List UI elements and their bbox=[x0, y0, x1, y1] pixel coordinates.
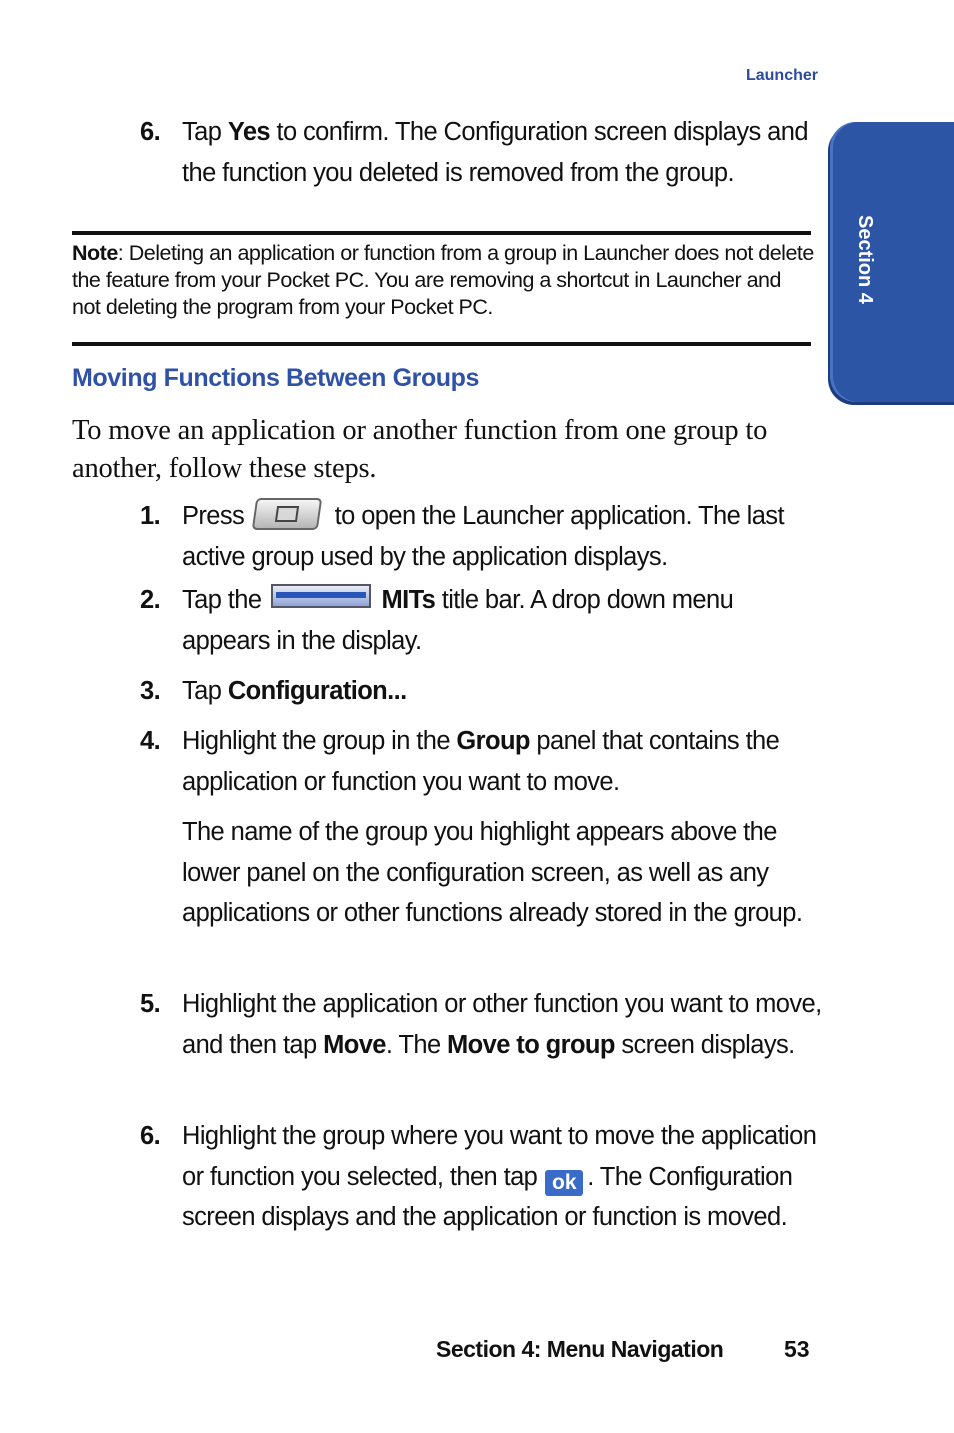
bold-term: Configuration... bbox=[227, 677, 407, 705]
note-block bbox=[72, 240, 814, 321]
step-text bbox=[182, 721, 822, 802]
title-bar-icon bbox=[271, 584, 371, 608]
step-4-explanation: The name of the group you highlight appears above the lower panel on the configuration screen, as well as any applications or other functions already stored in the group. bbox=[182, 818, 803, 927]
step-text bbox=[182, 1116, 822, 1238]
bold-term: Yes bbox=[227, 118, 270, 146]
text: Tap bbox=[182, 677, 228, 705]
text: screen displays. bbox=[614, 1030, 795, 1059]
section-tab-label: Section 4 bbox=[854, 215, 876, 304]
step-number: 2. bbox=[140, 586, 161, 614]
text: Highlight the group in the bbox=[182, 727, 457, 755]
text: . The bbox=[385, 1030, 448, 1059]
text: . The Configuration screen displays and the application or function is moved. bbox=[182, 1162, 793, 1231]
step-text bbox=[182, 496, 822, 577]
intro-paragraph: To move an application or another function from one group to another, follow these steps. bbox=[72, 415, 768, 484]
step-text bbox=[182, 984, 822, 1065]
section-heading: Moving Functions Between Groups bbox=[72, 364, 480, 392]
text: to confirm. The Configuration screen displays and the function you deleted is removed from the group. bbox=[182, 118, 808, 187]
text: panel that contains the application or function you want to move. bbox=[182, 727, 780, 796]
step-text bbox=[182, 580, 822, 661]
text: Highlight the group where you want to move the application or function you selected, then tap bbox=[182, 1122, 817, 1191]
step-number: 4. bbox=[140, 727, 161, 755]
text: to open the Launcher application. The last active group used by the application displays. bbox=[182, 502, 784, 571]
step-text bbox=[182, 671, 822, 712]
bold-term: Move bbox=[323, 1030, 386, 1059]
launcher-key-icon bbox=[252, 498, 322, 530]
bold-term: Group bbox=[456, 727, 530, 755]
ok-button-icon: ok bbox=[545, 1170, 583, 1196]
note-bottom-rule bbox=[72, 342, 811, 346]
step-text bbox=[182, 112, 822, 193]
text: title bar. A drop down menu appears in the display. bbox=[182, 586, 734, 655]
note-label: Note bbox=[72, 241, 118, 265]
step-number: 3. bbox=[140, 677, 161, 705]
text: Highlight the application or other function you want to move, and then tap bbox=[182, 990, 822, 1059]
bold-term: Move to group bbox=[447, 1030, 615, 1059]
bold-term: MITs bbox=[381, 586, 436, 614]
text: Tap the bbox=[182, 586, 262, 614]
page-number: 53 bbox=[784, 1336, 810, 1362]
note-text: : Deleting an application or function from a group in Launcher does not delete the feature from your Pocket PC. You are removing a shortcut in Launcher and not deleting the program from your Pocket PC. bbox=[72, 241, 814, 319]
running-header: Launcher bbox=[745, 67, 818, 84]
text: Press bbox=[182, 502, 245, 530]
step-number: 1. bbox=[140, 502, 161, 530]
text: Tap bbox=[182, 118, 228, 146]
step-number: 5. bbox=[140, 990, 161, 1018]
note-top-rule bbox=[72, 231, 811, 235]
footer-section-title: Section 4: Menu Navigation bbox=[436, 1336, 724, 1362]
step-number: 6. bbox=[140, 118, 161, 146]
step-number: 6. bbox=[140, 1122, 161, 1150]
